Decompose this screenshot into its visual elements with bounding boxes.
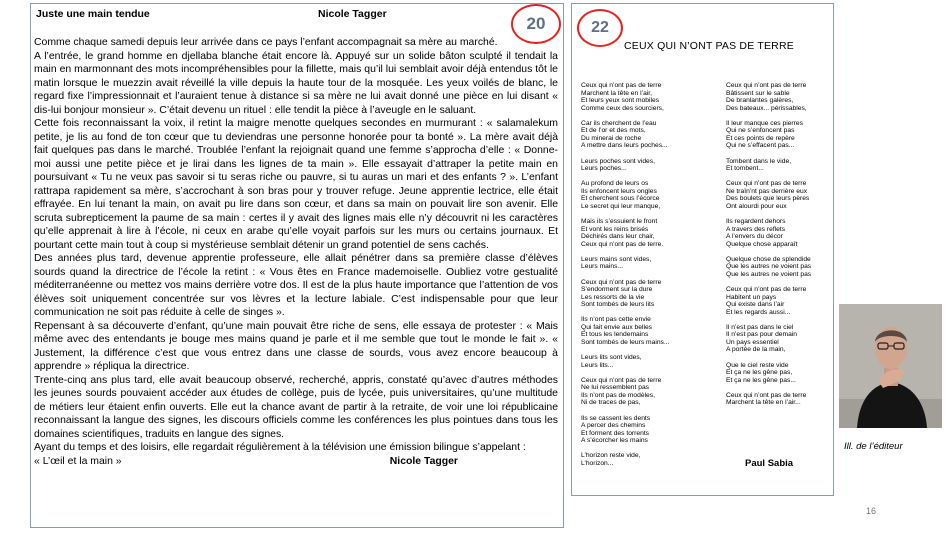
poem-line: De branlantes galères, bbox=[726, 97, 794, 105]
story-closing-text: « L’œil et la main » bbox=[34, 455, 122, 467]
poem-line: Un pays essentiel bbox=[726, 338, 779, 346]
poem-line: A percer des chemins bbox=[581, 422, 646, 430]
poem-line: Qui fait envie aux belles bbox=[581, 323, 653, 331]
poem-stanza bbox=[726, 362, 831, 385]
poem-line: Mais ils s’essuient le front bbox=[581, 218, 658, 226]
poem-stanza bbox=[726, 82, 831, 112]
poem-line: Ceux qui n’ont pas de terre bbox=[581, 82, 662, 89]
poem-line: Comme ceux des sourciers, bbox=[581, 104, 664, 112]
poem-author: Paul Sabia bbox=[745, 458, 794, 469]
poem-line: Tombent dans le vide, bbox=[726, 157, 792, 165]
poem-stanza bbox=[726, 218, 831, 248]
story-paragraph: Repensant à sa découverte d’enfant, qu’une main pouvait être riche de sens, elle essaya de protester : « Mais même avec des entendants je bouge mes mains quand je parle et il me semble que tout le monde le fait ». « Justement, la différence c’est que vous entrez dans une classe de sourds, vous avez encore beaucoup à apprendre » répliqua la directrice. bbox=[34, 320, 558, 372]
poem-line: Les ressorts de la vie bbox=[581, 293, 645, 301]
poem-line: Il n’est pas dans le ciel bbox=[726, 323, 794, 331]
poem-line: Et les regards aussi... bbox=[726, 308, 791, 316]
poem-line: Ils n’ont pas de modèles, bbox=[581, 391, 655, 399]
poem-stanza bbox=[726, 120, 831, 150]
story-paragraph: A l’entrée, le grand homme en djellaba blanche était encore là. Appuyé sur un solide bâton sculpté il tendait la main en marmonnant des mots incompréhensibles pour la fillette, mais qu’il lui semblait avoir déjà entendus tôt le matin lorsque le muezzin avait réveillé la ville depuis la haute tour de la mosquée. Les yeux voilés de blanc, le regard fixe l’impressionnait et l’auraient tenue à distance si sa mère ne lui avait donné une pièce en lui disant « dis-lui bonjour monsieur ». C’était devenu un rituel : elle tendit la pièce à l’aveugle en le saluant. bbox=[34, 50, 558, 116]
poem-line: Ont alourdi pour eux bbox=[726, 202, 787, 210]
poem-line: Ceux qui n’ont pas de terre. bbox=[581, 240, 664, 248]
poem-line: Il leur manque ces pierres bbox=[726, 119, 803, 127]
poem-line: Ils se cassent les dents bbox=[581, 414, 651, 422]
poem-line: A portée de la main, bbox=[726, 346, 786, 354]
poem-line: Le secret qui leur manque, bbox=[581, 202, 661, 210]
poem-stanza bbox=[581, 377, 711, 407]
signer-illustration bbox=[839, 304, 942, 428]
story-signature: Nicole Tagger bbox=[389, 455, 458, 467]
poem-stanza bbox=[726, 324, 831, 354]
story-title: Juste une main tendue bbox=[36, 8, 150, 20]
poem-stanza bbox=[581, 218, 711, 248]
poem-line: Et ça ne les gêne pas... bbox=[726, 376, 796, 384]
poem-line: Qui ne s’enfoncent pas bbox=[726, 127, 795, 135]
poem-stanza bbox=[581, 256, 711, 271]
poem-line: Leurs lits... bbox=[581, 361, 614, 369]
poem-line: Et de l’or et des mots, bbox=[581, 127, 646, 135]
poem-line: Car ils cherchent de l’eau bbox=[581, 119, 657, 127]
poem-line: Et tous les lendemains bbox=[581, 331, 649, 339]
story-author: Nicole Tagger bbox=[318, 8, 387, 20]
poem-line: Ne traîn’nt pas derrière eux bbox=[726, 187, 808, 195]
poem-stanza bbox=[726, 392, 831, 407]
story-paragraph: Cette fois reconnaissant la voix, il retint la maigre menotte quelques secondes en murmurant : « salamalekum petite, je lis au fond de ton cœur que tu deviendras une personne honorée pour ta bonté ». La mère avait déjà fait quelques pas dans le marché. Troublée l’enfant la rejoignait quand une femme s’approcha d’elle : « Donne-moi aussi une petite pièce et je lirai dans les lignes de ta main ». Elle essayait d’attraper la petite main en poursuivant « Tu ne veux pas savoir si tu seras riche ou pauvre, si tu auras un mari et des enfants ? ». L’enfant rattrapa rapidement sa mère, s’accrochant à son bras pour y trouver refuge. Jeune apprentie lectrice, elle était effrayée. En lui tenant la main, on avait pu lire dans son cœur, et dans sa main on pouvait lire son avenir. Elle scruta subrepticement la paume de sa main : certes il y avait des lignes mais elle n’y découvrit ni les caractères qu’elle apprenait à lire à l’école, ni ceux en arabe qu’elle voyait parfois sur les murs ou certains journaux. Et pourtant cette main tout à coup si mystérieuse semblait détenir un grand potentiel de sens cachés. bbox=[34, 118, 558, 251]
poem-line: Et cherchent sous l’écorce bbox=[581, 195, 660, 203]
signer-photo bbox=[839, 304, 942, 428]
poem-stanza bbox=[581, 279, 711, 309]
story-paragraph: Comme chaque samedi depuis leur arrivée dans ce pays l’enfant accompagnait sa mère au marché. bbox=[34, 37, 498, 48]
poem-line: Du minerai de roche bbox=[581, 134, 642, 142]
photo-caption: Ill. de l’éditeur bbox=[844, 441, 903, 452]
story-closing-line bbox=[34, 455, 558, 469]
poem-line: Ne lui ressemblent pas bbox=[581, 384, 650, 392]
poem-line: Et vont les reins brisés bbox=[581, 225, 649, 233]
poem-line: Et forment des torrents bbox=[581, 429, 650, 437]
story-text bbox=[34, 36, 558, 468]
page-number-badge-22: 22 bbox=[577, 9, 623, 47]
poem-line: Et tombent... bbox=[726, 165, 764, 173]
poem-line: A l’envers du décor bbox=[726, 233, 783, 241]
poem-line: Il n’est pas pour demain bbox=[726, 331, 798, 339]
poem-line: Ceux qui n’ont pas de terre bbox=[726, 180, 807, 188]
poem-line: Leurs poches... bbox=[581, 165, 627, 173]
poem-stanza bbox=[581, 415, 711, 445]
poem-line: Ils regardent dehors bbox=[726, 218, 786, 226]
poem-line: Que les autres ne voient pas bbox=[726, 270, 812, 278]
poem-line: Ceux qui n’ont pas de terre bbox=[581, 278, 662, 286]
poem-stanza bbox=[581, 180, 711, 210]
poem-stanza bbox=[581, 316, 711, 346]
poem-line: L’horizon... bbox=[581, 459, 614, 467]
poem-line: Qui ne s’effacent pas... bbox=[726, 142, 795, 150]
poem-line: Ceux qui n’ont pas de terre bbox=[726, 286, 807, 294]
poem-stanza bbox=[726, 158, 831, 173]
poem-stanza bbox=[726, 180, 831, 210]
poem-stanza bbox=[581, 354, 711, 369]
poem-line: Leurs lits sont vides, bbox=[581, 354, 642, 362]
poem-line: Leurs mains... bbox=[581, 263, 623, 271]
poem-line: Habitent un pays bbox=[726, 293, 777, 301]
poem-column-right bbox=[726, 82, 831, 415]
poem-line: Sont tombés de leurs lits bbox=[581, 301, 655, 309]
poem-line: Des bateaux... périssables, bbox=[726, 104, 807, 112]
poem-line: Quelque chose apparaît bbox=[726, 240, 798, 248]
poem-line: Au profond de leurs os bbox=[581, 180, 649, 188]
poem-line: Et ces points de repère bbox=[726, 134, 795, 142]
poem-line: Marchent la tête en l’air, bbox=[581, 89, 652, 97]
poem-line: A travers des reflets bbox=[726, 225, 786, 233]
poem-stanza bbox=[581, 120, 711, 150]
poem-line: Déchirés dans leur chair, bbox=[581, 233, 655, 241]
poem-line: Que le ciel reste vide bbox=[726, 361, 789, 369]
poem-title: CEUX QUI N’ONT PAS DE TERRE bbox=[624, 40, 794, 52]
page-number-badge-20: 20 bbox=[511, 4, 561, 44]
poem-line: Des boulets que leurs pères bbox=[726, 195, 810, 203]
poem-line: Bâtissent sur le sable bbox=[726, 89, 790, 97]
story-paragraph: Des années plus tard, devenue apprentie professeure, elle allait pénétrer dans sa première classe d’élèves sourds quand la directrice de l’école la retint : « Vous êtes en France mademoiselle. Oubliez votre gestualité méditerranéenne ou mettez vos mains derrière votre dos. Il est de la plus haute importance que l’attention de vos élèves soit uniquement concentrée sur vos lèvres et la lecture labiale. C’est indispensable pour que leur communication ne soit pas réduite à celle de singes ». bbox=[34, 253, 558, 318]
poem-line: A mettre dans leurs poches... bbox=[581, 142, 668, 150]
poem-stanza bbox=[581, 82, 711, 112]
page-number: 16 bbox=[866, 506, 877, 516]
poem-line: Ils n’ont pas cette envie bbox=[581, 316, 651, 324]
poem-line: Que les autres ne voient pas bbox=[726, 263, 812, 271]
poem-stanza bbox=[581, 158, 711, 173]
poem-stanza bbox=[581, 452, 711, 467]
poem-line: Ceux qui n’ont pas de terre bbox=[726, 391, 807, 399]
poem-line: Sont tombés de leurs mains... bbox=[581, 338, 670, 346]
poem-column-left bbox=[581, 82, 711, 475]
poem-stanza bbox=[726, 286, 831, 316]
poem-line: Quelque chose de splendide bbox=[726, 255, 811, 263]
story-paragraph: Ayant du temps et des loisirs, elle regardait régulièrement à la télévision une émission bilingue s’appelant : bbox=[34, 442, 526, 453]
poem-line: Leurs poches sont vides, bbox=[581, 157, 655, 165]
poem-line: S’endorment sur la dure bbox=[581, 286, 653, 294]
poem-line: Qui existe dans l’air bbox=[726, 301, 785, 309]
poem-line: Marchent la tête en l’air... bbox=[726, 399, 801, 407]
poem-line: Ceux qui n’ont pas de terre bbox=[581, 376, 662, 384]
poem-line: L’horizon reste vide, bbox=[581, 452, 641, 460]
poem-stanza bbox=[726, 256, 831, 279]
poem-line: Et leurs yeux sont mobiles bbox=[581, 97, 660, 105]
poem-line: Et ça ne les gêne pas, bbox=[726, 369, 793, 377]
poem-line: A s’écorcher les mains bbox=[581, 437, 648, 445]
poem-line: Ni de traces de pas, bbox=[581, 399, 641, 407]
poem-line: Ils enfoncent leurs ongles bbox=[581, 187, 657, 195]
story-paragraph: Trente-cinq ans plus tard, elle avait beaucoup observé, recherché, appris, constaté qu’avec d’autres méthodes les jeunes sourds pouvaient accéder aux études de collège, puis de lycée, puis universitaires, qu’une multitude de métiers leur étaient enfin ouverts. Elle eut la chance avant de partir à la retraite, de voir une loi républicaine reconnaissant la langue des signes, les discours officiels comme les conférences les plus pointues dans tous les domaines scientifiques, traduits en langue des signes. bbox=[34, 374, 558, 440]
poem-line: Ceux qui n’ont pas de terre bbox=[726, 82, 807, 89]
poem-line: Leurs mains sont vides, bbox=[581, 255, 652, 263]
